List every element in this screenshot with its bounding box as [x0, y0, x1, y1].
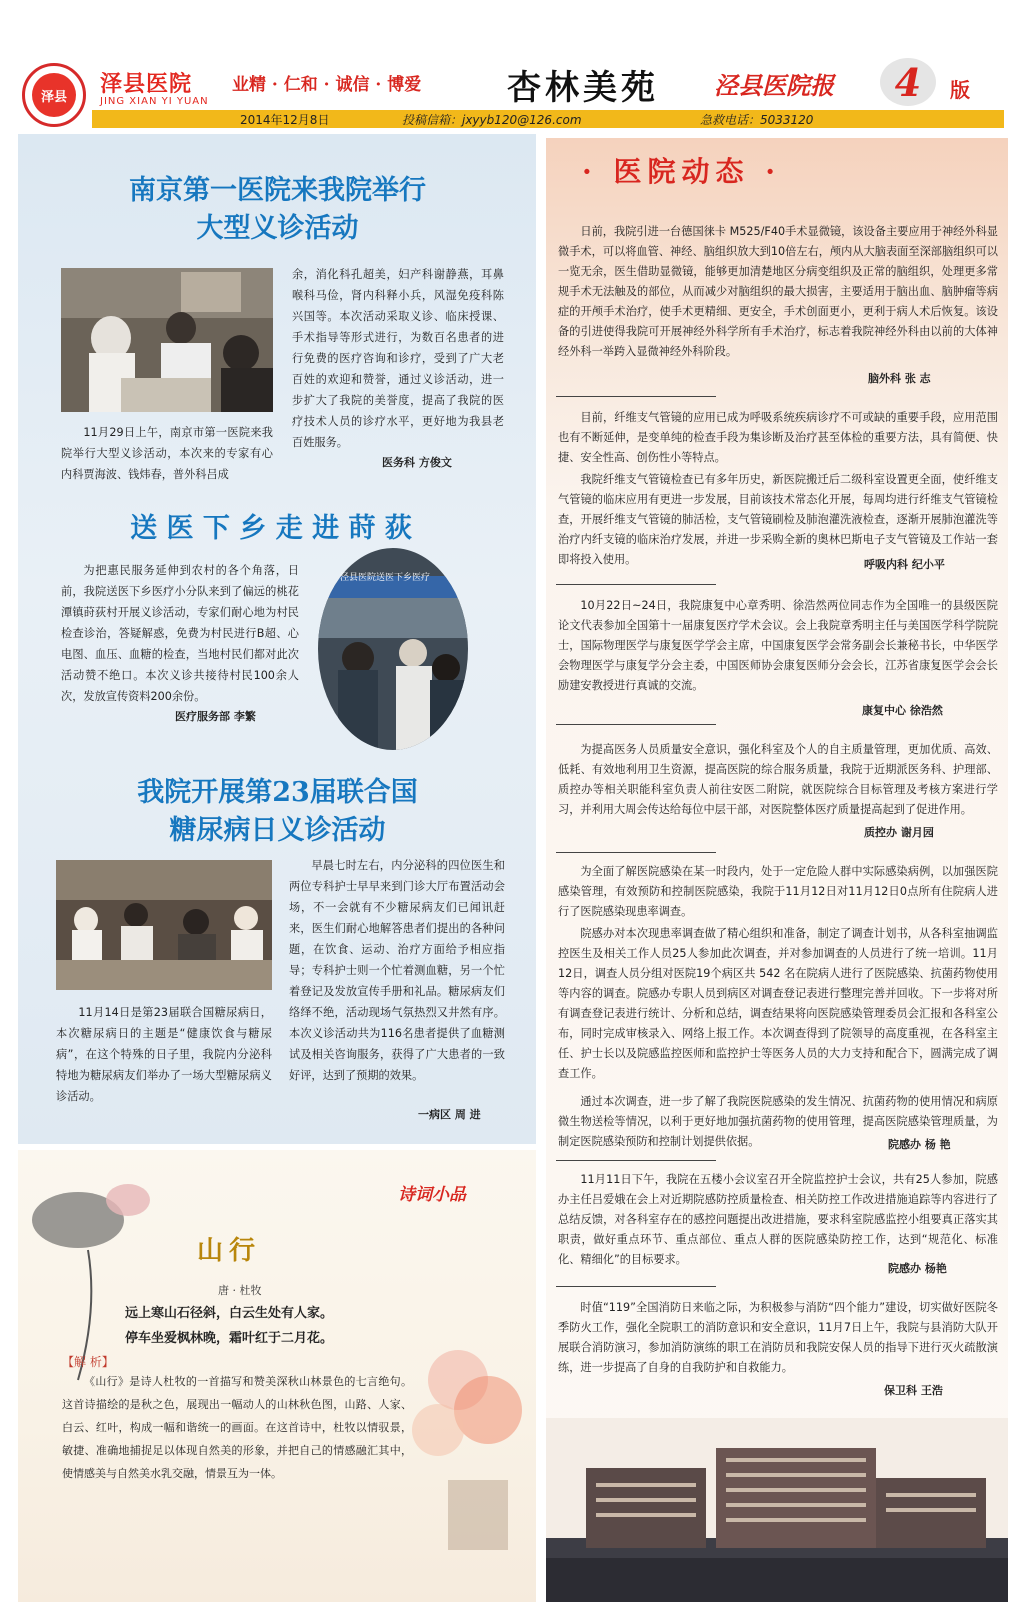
section-title: 杏林美苑 [507, 68, 659, 108]
dynamics-item-1-text: 日前，我院引进一台德国徕卡 M525/F40手术显微镜，该设备主要应用于神经外科显微手术，可以将血管、神经、脑组织放大到10倍左右，颅内从大脑表面至深部脑组织可以一览无余，医生借助显微镜，能够更加清楚地区分病变组织及正常的脑组织，处理更多常规手术无法触及的部位，从而减少对脑组织的最大损害，主要适用于脑出血、脑肿瘤等病症的开颅手术治疗，使手术更精细、更安全，手术创面更小，更利于病人术后恢复。该设备的引进使得我院可开展神经外科学所有手术治疗，标志着我院神经外科由以前的大体神经外科一举跨入显微神经外科阶段。 [558, 225, 998, 358]
divider [556, 1160, 716, 1161]
dynamics-item-6-signature: 院感办 杨艳 [888, 1262, 947, 1275]
photo-banner-text: 泾县医院送医下乡医疗 [340, 573, 431, 583]
page-unit: 版 [950, 78, 970, 102]
article1-text-left: 11月29日上午，南京市第一医院来我院举行大型义诊活动，本次来的专家有心内科贾海波、钱炜春，普外科吕成 [61, 426, 273, 481]
dynamics-item-3-signature: 康复中心 徐浩然 [862, 704, 943, 717]
logo-emblem: 泽县 [32, 73, 76, 117]
dynamics-item-7-signature: 保卫科 王浩 [884, 1384, 943, 1397]
dynamics-item-5-text3: 通过本次调查，进一步了解了我院医院感染的发生情况、抗菌药物的使用情况和病原微生物送检等情况，以利于更好地加强抗菌药物的使用管理，提高医院感染管理质量，为制定医院感染预防和控制计划提供依据。 [558, 1095, 998, 1148]
hospital-name: 泽县医院 [100, 72, 193, 97]
article3-signature: 一病区 周 进 [418, 1108, 481, 1121]
hospital-building-image [546, 1418, 1008, 1602]
dynamics-item-2-text2: 我院纤维支气管镜检查已有多年历史，新医院搬迁后二级科室设置更全面，使纤维支气管镜的临床应用有更进一步发展，目前该技术常态化开展，每周均进行纤维支气管镜检查，开展纤维支气管镜的肺活检，支气管镜刷检及肺泡灌洗液检查，逐渐开展肺泡灌洗等治疗内纤支镜的临床治疗发展，并进一步采购全新的奥林巴斯电子支气管镜及工作站一套即将投入使用。 [558, 473, 998, 566]
article2-signature: 医疗服务部 李繁 [175, 710, 256, 723]
article1-title [40, 172, 515, 248]
page-number: 4 [880, 58, 936, 106]
dynamics-item-4-text: 为提高医务人员质量安全意识，强化科室及个人的自主质量管理，更加优质、高效、低耗、有效地利用卫生资源，提高医院的综合服务质量，我院于近期派医务科、护理部、质控办等相关职能科室负责人前往安医二附院，就医院综合目标管理及考核方案进行学习，并利用大周会传达给每位中层干部，对医院整体医疗质量提高起到了促进作用。 [558, 743, 998, 816]
article3-text-left: 11月14日是第23届联合国糖尿病日，本次糖尿病日的主题是“健康饮食与糖尿病”，在这个特殊的日子里，我院内分泌科特地为糖尿病友们举办了一场大型糖尿病义诊活动。 [56, 1006, 272, 1103]
emergency-phone: 急救电话：5033120 [700, 113, 814, 127]
hospital-pinyin: JING XIAN YI YUAN [100, 96, 209, 107]
divider [556, 396, 716, 397]
poem-analysis: 《山行》是诗人杜牧的一首描写和赞美深秋山林景色的七言绝句。这首诗描绘的是秋之色，展现出一幅动人的山林秋色图，山路、人家、白云、红叶，构成一幅和谐统一的画面。在这首诗中，杜牧以情驭景，敏捷、准确地捕捉足以体现自然美的形象，并把自己的情感融汇其中，使情感美与自然美水乳交融，情景互为一体。 [62, 1375, 412, 1480]
article1-signature: 医务科 方俊文 [382, 456, 452, 469]
poem-author: 唐 · 杜牧 [218, 1284, 262, 1297]
dynamics-item-4-signature: 质控办 谢月园 [864, 826, 934, 839]
divider [556, 852, 716, 853]
dynamics-item-5-text2: 院感办对本次现患率调查做了精心组织和准备，制定了调查计划书，从各科室抽调监控医生及相关工作人员25人参加此次调查，并对参加调查的人员进行了统一培训。11月12日，调查人员分组对医院19个病区共 542 名在院病人进行了医院感染、抗菌药物使用等内容的调查。院感办专职人员到病区对调查登记表进行整理完善并回收。下一步将对所有调查登记表进行统计、分析和总结，调查结果将向医院感染管理委员会汇报和各科室公布，同时完成审核录入、网络上报工作。本次调查得到了院领导的高度重视，在各科室主任、护士长以及院感监控医师和监控护士等医务人员的大力支持和配合下，圆满完成了调查工作。 [558, 927, 998, 1080]
dynamics-item-3-text: 10月22日~24日，我院康复中心章秀明、徐浩然两位同志作为全国唯一的县级医院论文代表参加全国第十一届康复医疗学术会议。会上我院章秀明主任与美国医学科学院院士，国际物理医学与康复医学学会主席，中国康复医学会常务副会长兼秘书长，中华医学会物理医学与康复学分会主委，中国医师协会康复医师分会会长，江苏省康复医学会会长励建安教授进行真诚的交流。 [558, 599, 998, 692]
article2-title: 送 医 下 乡 走 进 莳 荻 [130, 513, 412, 544]
issue-date: 2014年12月8日 [240, 113, 330, 127]
divider [556, 724, 716, 725]
diabetes-day-photo [56, 860, 272, 990]
article2-text: 为把惠民服务延伸到农村的各个角落，日前，我院送医下乡医疗小分队来到了偏远的桃花潭镇莳荻村开展义诊活动，专家们耐心地为村民检查诊治，答疑解惑，免费为村民进行B超、心电图、血压、血糖的检查，当地村民们都对此次活动赞不绝口。本次义诊共接待村民100余人次，发放宣传资料200余份。 [61, 564, 299, 703]
poem-title: 山行 [197, 1236, 262, 1266]
dynamics-title: · 医院动态 · [582, 155, 781, 188]
article3-title-line1: 我院开展第23届联合国 [137, 777, 418, 808]
dynamics-item-6-text: 11月11日下午，我院在五楼小会议室召开全院监控护士会议，共有25人参加，院感办主任吕爱娥在会上对近期院感防控质量检查、相关防控工作改进措施追踪等内容进行了总结反馈，对各科室存在的感控问题提出改进措施，要求科室院感监控小组要真正落实其职责，做好重点环节、重点部位、重点人群的医院感染防控工作，达到“规范化、标准化、精细化”的目标要求。 [558, 1173, 998, 1266]
dynamics-item-5-text: 为全面了解医院感染在某一时段内，处于一定危险人群中实际感染病例，以加强医院感染管理，有效预防和控制医院感染，我院于11月12日对11月12日0点所有住院病人进行了医院感染现患率调查。 [558, 865, 998, 918]
dynamics-item-5-signature: 院感办 杨 艳 [888, 1138, 951, 1151]
dynamics-item-2-signature: 呼吸内科 纪小平 [864, 558, 945, 571]
dynamics-item-7-text: 时值“119”全国消防日来临之际，为积极参与消防“四个能力”建设，切实做好医院冬季防火工作，强化全院职工的消防意识和安全意识，11月7日上午，我院与县消防大队开展联合消防演习，参加消防演练的职工在消防员和我院安保人员的指导下进行灭火疏散演练，进一步提高了自身的自我防护和自救能力。 [558, 1301, 998, 1374]
info-bar [92, 110, 1004, 128]
article1-text-right: 余，消化科孔超美，妇产科谢静燕，耳鼻喉科马俭，肾内科释小兵，风湿免疫科陈兴国等。本次活动采取义诊、临床授课、手术指导等形式进行，为数百名患者的进行免费的医疗咨询和诊疗，受到了广大老百姓的欢迎和赞誉，通过义诊活动，进一步扩大了我院的美誉度，提高了我院的医疗技术人员的诊疗水平，更好地为我县老百姓服务。 [292, 268, 504, 449]
article1-title-line2: 大型义诊活动 [196, 213, 359, 244]
hospital-logo [22, 63, 86, 127]
divider [556, 584, 716, 585]
article1-title-line1: 南京第一医院来我院举行 [129, 175, 426, 206]
article3-text-right: 早晨七时左右，内分泌科的四位医生和两位专科护士早早来到门诊大厅布置活动会场，不一会就有不少糖尿病友们已闻讯赶来，医生们耐心地解答患者们提出的各种问题，在饮食、运动、治疗方面给予相应指导；专科护士则一个忙着测血糖，另一个忙着登记及发放宣传手册和礼品。糖尿病友们络绎不绝，活动现场气氛热烈又井然有序。本次义诊活动共为116名患者提供了血糖测试及相关咨询服务，获得了广大患者的一致好评，达到了预期的效果。 [289, 859, 505, 1082]
paper-name: 泾县医院报 [714, 71, 834, 100]
article3-title-line2: 糖尿病日义诊活动 [169, 815, 386, 846]
analysis-label: 【解 析】 [62, 1355, 114, 1369]
poem-line-2: 停车坐爱枫林晚，霜叶红于二月花。 [125, 1331, 334, 1346]
dynamics-item-2-text: 目前，纤维支气管镜的应用已成为呼吸系统疾病诊疗不可或缺的重要手段，应用范围也有不断延伸，是变单纯的检查手段为集诊断及治疗甚至体检的重要方法，具有简便、快捷、安全性高、创伤性小等特点。 [558, 411, 998, 464]
clinic-photo-1 [61, 268, 273, 412]
hospital-motto: 业精 · 仁和 · 诚信 · 博爱 [232, 75, 422, 95]
divider [556, 1286, 716, 1287]
dynamics-item-1-signature: 脑外科 张 志 [868, 372, 931, 385]
article3-title [40, 774, 515, 850]
submission-email: 投稿信箱：jxyyb120@126.com [402, 113, 582, 127]
poem-column-tag: 诗词小品 [398, 1185, 466, 1205]
poem-line-1: 远上寒山石径斜，白云生处有人家。 [125, 1306, 334, 1321]
